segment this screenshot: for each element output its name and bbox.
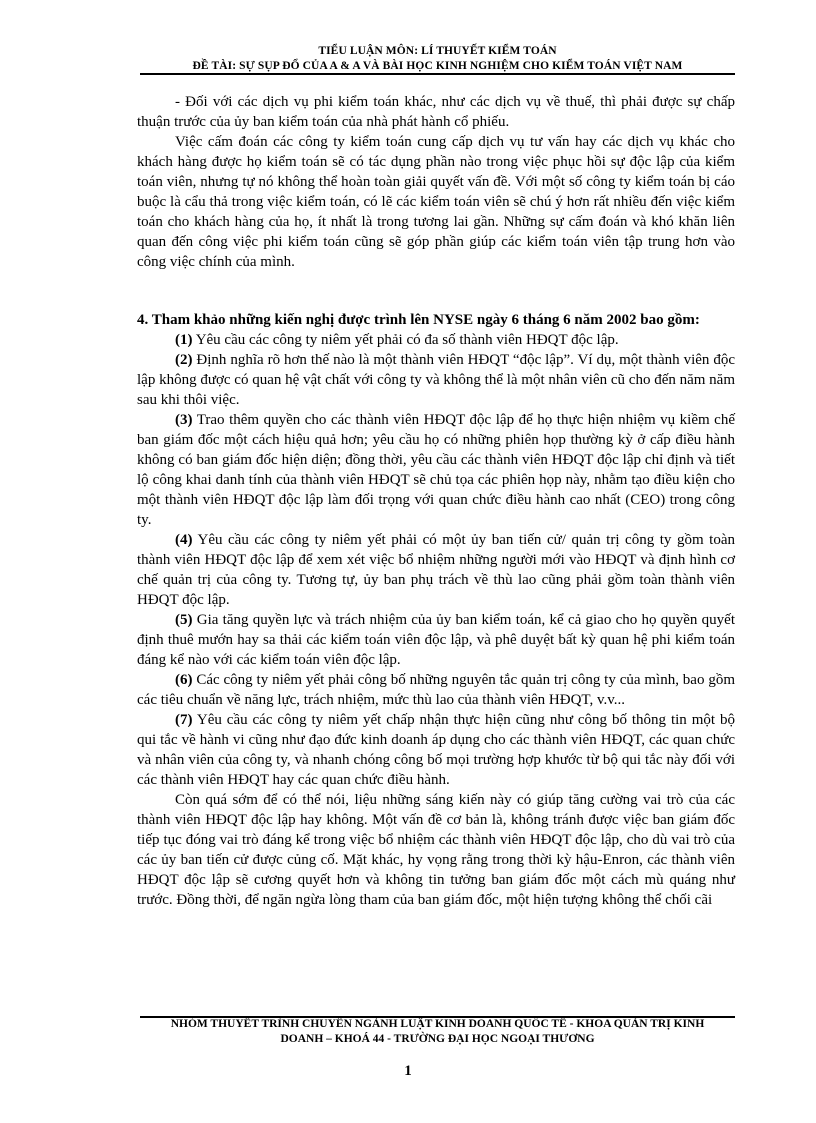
paragraph-prohibition: Việc cấm đoán các công ty kiểm toán cung cấp dịch vụ tư vấn hay các dịch vụ khác cho khách hàng được họ kiểm toán sẽ có tác dụng phần nào trong việc phục hồi sự độc lập của kiểm toán viên, nhưng tự nó không thể hoàn toàn giải quyết vấn đề. Với một số công ty kiểm toán bị cáo buộc là cẩu thả trong việc kiểm toán, có lẽ các kiểm toán viên sẽ chú ý hơn rất nhiều đến việc kiểm toán cho khách hàng của họ, ít nhất là trong tương lai gần. Những sự cấm đoán và khó khăn liên quan đến công việc phi kiểm toán cũng sẽ góp phần giúp các kiểm toán viên tập trung hơn vào công việc chính của mình. — [137, 134, 735, 270]
recommendation-item-7 — [137, 710, 735, 790]
recommendation-item-2 — [137, 350, 735, 410]
item-text: Định nghĩa rõ hơn thế nào là một thành viên HĐQT “độc lập”. Ví dụ, một thành viên độc lập không được có quan hệ vật chất với công ty và không thể là một nhân viên cũ cho đến năm năm sau khi thôi việc. — [137, 352, 736, 408]
item-text: Gia tăng quyền lực và trách nhiệm của ủy ban kiểm toán, kể cả giao cho họ quyền quyết định thuê mướn hay sa thải các kiểm toán viên độc lập, và phê duyệt bất kỳ quan hệ phi kiểm toán đáng kể nào với các kiểm toán viên độc lập. — [137, 612, 735, 668]
item-number: (2) — [175, 352, 193, 368]
section-heading: 4. Tham khảo những kiến nghị được trình lên NYSE ngày 6 tháng 6 năm 2002 bao gồm: — [137, 312, 700, 328]
paragraph-non-audit-services: - Đối với các dịch vụ phi kiểm toán khác, như các dịch vụ về thuế, thì phải được sự chấp thuận trước của ủy ban kiểm toán của nhà phát hành cổ phiếu. — [137, 94, 735, 130]
document-body — [137, 92, 735, 910]
item-text: Yêu cầu các công ty niêm yết phải có đa số thành viên HĐQT độc lập. — [192, 332, 619, 348]
item-number: (6) — [175, 672, 193, 688]
header-title-line: TIỂU LUẬN MÔN: LÍ THUYẾT KIỂM TOÁN — [318, 45, 557, 57]
recommendation-item-1 — [137, 330, 735, 350]
item-text: Yêu cầu các công ty niêm yết chấp nhận thực hiện cũng như công bố thông tin một bộ qui tắc về hành vi cũng như đạo đức kinh doanh áp dụng cho các thành viên HĐQT, các quan chức và nhân viên của công ty, và nhanh chóng công bố mọi trường hợp khước từ bộ qui tắc này đối với các thành viên HĐQT hay các quan chức điều hành. — [137, 712, 735, 788]
item-text: Các công ty niêm yết phải công bố những nguyên tắc quản trị công ty của mình, bao gồm các tiêu chuẩn về năng lực, trách nhiệm, mức thù lao của thành viên HĐQT, v.v... — [137, 672, 735, 708]
page-footer — [140, 1016, 735, 1046]
header-topic-line: ĐỀ TÀI: SỰ SỤP ĐỔ CỦA A & A VÀ BÀI HỌC KINH NGHIỆM CHO KIỂM TOÁN VIỆT NAM — [140, 60, 735, 75]
item-number: (4) — [175, 532, 193, 548]
recommendation-item-5 — [137, 610, 735, 670]
recommendation-item-4 — [137, 530, 735, 610]
page-number: 1 — [404, 1063, 412, 1079]
item-number: (3) — [175, 412, 193, 428]
item-number: (1) — [175, 332, 193, 348]
footer-line-2: DOANH – KHOÁ 44 - TRƯỜNG ĐẠI HỌC NGOẠI THƯƠNG — [280, 1033, 595, 1045]
recommendation-item-6 — [137, 670, 735, 710]
page-header — [140, 45, 735, 75]
item-text: Trao thêm quyền cho các thành viên HĐQT độc lập để họ thực hiện nhiệm vụ kiềm chế ban giám đốc một cách hiệu quả hơn; yêu cầu họ có những phiên họp thường kỳ ở cấp điều hành không có ban giám đốc hiện diện; đồng thời, yêu cầu các thành viên HĐQT độc lập chỉ định và tiết lộ công khai danh tính của thành viên HĐQT sẽ chủ tọa các phiên họp này, nhằm tạo điều kiện cho một thành viên HĐQT độc lập làm đối trọng với quan chức điều hành cao nhất (CEO) trong công ty. — [137, 412, 735, 528]
item-text: Yêu cầu các công ty niêm yết phải có một ủy ban tiến cử/ quản trị công ty gồm toàn thành viên HĐQT độc lập để xem xét việc bổ nhiệm những người mới vào HĐQT và định hình cơ chế quản trị của công ty. Tương tự, ủy ban phụ trách về thù lao cũng phải gồm toàn thành viên HĐQT độc lập. — [137, 532, 735, 608]
paragraph-conclusion: Còn quá sớm để có thể nói, liệu những sáng kiến này có giúp tăng cường vai trò của các thành viên HĐQT độc lập hay không. Một vấn đề cơ bản là, không tránh được việc ban giám đốc tiếp tục đóng vai trò đáng kể trong việc bổ nhiệm các thành viên HĐQT độc lập, cho dù vai trò của các ủy ban tiến cử được củng cố. Mặt khác, hy vọng rằng trong thời kỳ hậu-Enron, các thành viên HĐQT độc lập sẽ cương quyết hơn và không tin tưởng ban giám đốc một cách mù quáng như trước. Đồng thời, để ngăn ngừa lòng tham của ban giám đốc, một hiện tượng không thể chối cãi — [137, 792, 735, 908]
footer-line-1: NHÓM THUYẾT TRÌNH CHUYÊN NGÀNH LUẬT KINH DOANH QUỐC TẾ - KHOA QUẢN TRỊ KINH — [140, 1016, 735, 1031]
recommendation-item-3 — [137, 410, 735, 530]
item-number: (7) — [175, 712, 193, 728]
item-number: (5) — [175, 612, 193, 628]
